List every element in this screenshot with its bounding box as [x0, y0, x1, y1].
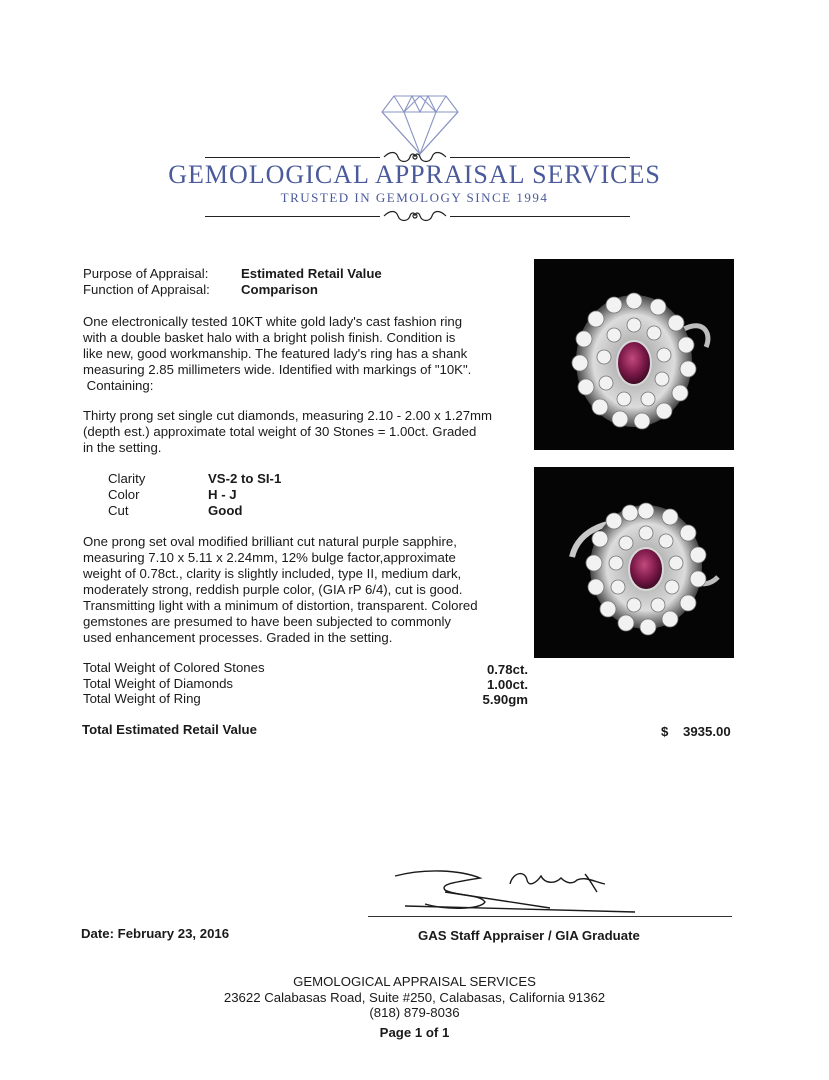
ring-line: One electronically tested 10KT white gold lady's cast fashion ring: [83, 314, 463, 329]
ring-top-image: [534, 259, 734, 450]
diamond-description: [83, 408, 513, 456]
purpose-label: Purpose of Appraisal:: [83, 266, 209, 281]
sapphire-line: One prong set oval modified brilliant cut natural purple sapphire,: [83, 534, 457, 549]
sapphire-line: weight of 0.78ct., clarity is slightly included, type II, medium dark,: [83, 566, 462, 581]
grade-label-clarity: Clarity: [108, 471, 146, 486]
header-rule-top: [205, 157, 380, 158]
ring-line: with a double basket halo with a bright polish finish. Condition is: [83, 330, 456, 345]
ring-line: measuring 2.85 millimeters wide. Identified with markings of "10K".: [83, 362, 472, 377]
footer-phone: (818) 879-8036: [369, 1005, 460, 1020]
brand-tagline: TRUSTED IN GEMOLOGY SINCE 1994: [280, 190, 549, 205]
header-rule-bottom-right: [450, 216, 630, 217]
total-label-colored: Total Weight of Colored Stones: [83, 660, 265, 675]
total-label-diamonds: Total Weight of Diamonds: [83, 676, 234, 691]
diamond-line: in the setting.: [83, 440, 162, 455]
ring-line: Containing:: [83, 378, 154, 393]
sapphire-description: [83, 534, 513, 646]
diamond-logo-icon: [380, 92, 460, 156]
ring-photo-bottom: [534, 467, 734, 658]
total-value-diamonds: 1.00ct.: [486, 677, 528, 692]
sapphire-line: gemstones are presumed to have been subjected to commonly: [83, 614, 451, 629]
retail-amount: 3935.00: [683, 724, 731, 739]
purpose-value: Estimated Retail Value: [241, 266, 382, 281]
appraiser-signature: [385, 862, 645, 922]
diamond-line: (depth est.) approximate total weight of 30 Stones = 1.00ct. Graded: [83, 424, 477, 439]
brand-name: GEMOLOGICAL APPRAISAL SERVICES: [168, 160, 661, 189]
sapphire-line: measuring 7.10 x 5.11 x 2.24mm, 12% bulge factor,approximate: [83, 550, 456, 565]
total-label-ring: Total Weight of Ring: [83, 691, 201, 706]
diamond-line: Thirty prong set single cut diamonds, measuring 2.10 - 2.00 x 1.27mm: [83, 408, 493, 423]
function-value: Comparison: [241, 282, 318, 297]
footer-address: 23622 Calabasas Road, Suite #250, Calabasas, California 91362: [223, 990, 606, 1005]
function-label: Function of Appraisal:: [83, 282, 210, 297]
appraisal-date: Date: February 23, 2016: [81, 926, 230, 941]
ring-line: like new, good workmanship. The featured lady's ring has a shank: [83, 346, 468, 361]
grade-value-clarity: VS-2 to SI-1: [208, 471, 282, 486]
grade-label-color: Color: [108, 487, 140, 502]
total-value-ring: 5.90gm: [482, 692, 528, 707]
total-value-colored: 0.78ct.: [486, 662, 528, 677]
ring-angle-image: [534, 467, 734, 658]
header-rule-top-right: [450, 157, 630, 158]
retail-value-label: Total Estimated Retail Value: [82, 722, 257, 737]
ring-photo-top: [534, 259, 734, 450]
grade-value-color: H - J: [208, 487, 237, 502]
sapphire-line: moderately strong, reddish purple color, (GIA rP 6/4), cut is good.: [83, 582, 463, 597]
sapphire-line: used enhancement processes. Graded in the setting.: [83, 630, 393, 645]
grade-value-cut: Good: [208, 503, 243, 518]
grade-label-cut: Cut: [108, 503, 129, 518]
footer-company: GEMOLOGICAL APPRAISAL SERVICES: [293, 974, 536, 989]
sapphire-line: Transmitting light with a minimum of distortion, transparent. Colored: [83, 598, 478, 613]
appraiser-title: GAS Staff Appraiser / GIA Graduate: [418, 928, 640, 943]
signature-line: [368, 916, 732, 917]
header-rule-bottom: [205, 216, 380, 217]
ornament-bottom-icon: [380, 208, 450, 224]
retail-currency: $: [661, 724, 669, 739]
ring-description: [83, 314, 513, 394]
footer-page-number: Page 1 of 1: [379, 1025, 450, 1040]
